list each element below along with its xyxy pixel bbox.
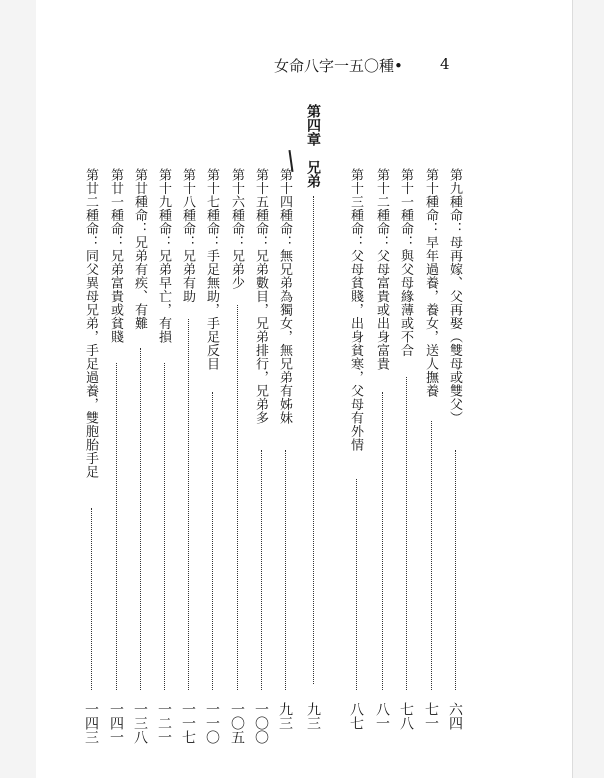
toc-leader-dots [188, 319, 189, 690]
toc-leader-dots [356, 479, 357, 691]
chapter-heading: 第四章 [305, 104, 321, 146]
toc-entry-title: 第廿一種命：兄弟富貴或貧賤 [108, 168, 123, 344]
toc-leader-dots [455, 450, 456, 691]
toc-entry-title: 第十三種命：父母貧賤，出身貧寒，父母有外情 [348, 168, 363, 452]
toc-leader-dots [382, 392, 383, 691]
toc-leader-dots [164, 363, 165, 691]
toc-entry-page: 一一〇 [204, 702, 220, 744]
toc-entry-page: 一〇五 [229, 702, 245, 744]
toc-leader-dots [285, 450, 286, 691]
toc-leader-dots [91, 508, 92, 691]
toc-entry-title: 第十七種命：手足無助，手足反目 [204, 168, 219, 371]
toc-entry-title: 第十一種命：與父母緣薄或不合 [398, 168, 413, 357]
section-page-number: 九三 [305, 702, 321, 730]
toc-leader-dots [212, 392, 213, 691]
toc-leader-dots [406, 377, 407, 690]
toc-entry-page: 七八 [398, 702, 414, 730]
toc-entry-title: 第廿二種命：同父異母兄弟，手足過養，雙胞胎手足 [83, 168, 98, 479]
toc-entry-title: 第十二種命：父母富貴或出身富貴 [374, 168, 389, 371]
toc-leader-dots [261, 450, 262, 691]
toc-entry-title: 第十八種命：兄弟有助 [180, 168, 195, 303]
toc-entry-title: 第十種命：早年過養，養女，送人撫養 [423, 168, 438, 398]
toc-entry-title: 第十五種命：兄弟數目，兄弟排行，兄弟多 [253, 168, 268, 425]
toc-leader-dots [431, 421, 432, 691]
toc-entry-page: 八七 [348, 702, 364, 730]
running-header [274, 55, 450, 76]
toc-entry-page: 一三八 [132, 702, 148, 744]
toc-entry-page: 六四 [447, 702, 463, 730]
toc-entry-page: 七一 [423, 702, 439, 730]
toc-entry-page: 八一 [374, 702, 390, 730]
toc-entry-page: 九三 [277, 702, 293, 730]
toc-leader-dots [116, 363, 117, 691]
section-title: 兄弟 [305, 160, 321, 188]
toc-entry-page: 一四三 [83, 702, 99, 744]
toc-entry-title: 第十四種命：無兄弟為獨女，無兄弟有姊妹 [277, 168, 292, 425]
toc-entry-title: 第十九種命：兄弟早亡，有損 [156, 168, 171, 344]
toc-entry-title: 第廿種命：兄弟有疾、有難 [132, 168, 147, 330]
toc-entry-title: 第九種命：母再嫁、父再娶（雙母或雙父） [447, 168, 462, 425]
toc-entry-title: 第十六種命：兄弟少 [229, 168, 244, 290]
page-number: 4 [440, 55, 450, 73]
toc-entry-page: 一〇〇 [253, 702, 269, 744]
toc-entry-page: 一四一 [108, 702, 124, 744]
toc-leader-dots [140, 348, 141, 690]
header-title: 女命八字一五〇種• [274, 57, 403, 75]
toc-entry-page: 一二一 [156, 702, 172, 744]
toc-entry-page: 一一七 [180, 702, 196, 744]
section-leader-dots [313, 196, 314, 684]
toc-leader-dots [237, 305, 238, 691]
